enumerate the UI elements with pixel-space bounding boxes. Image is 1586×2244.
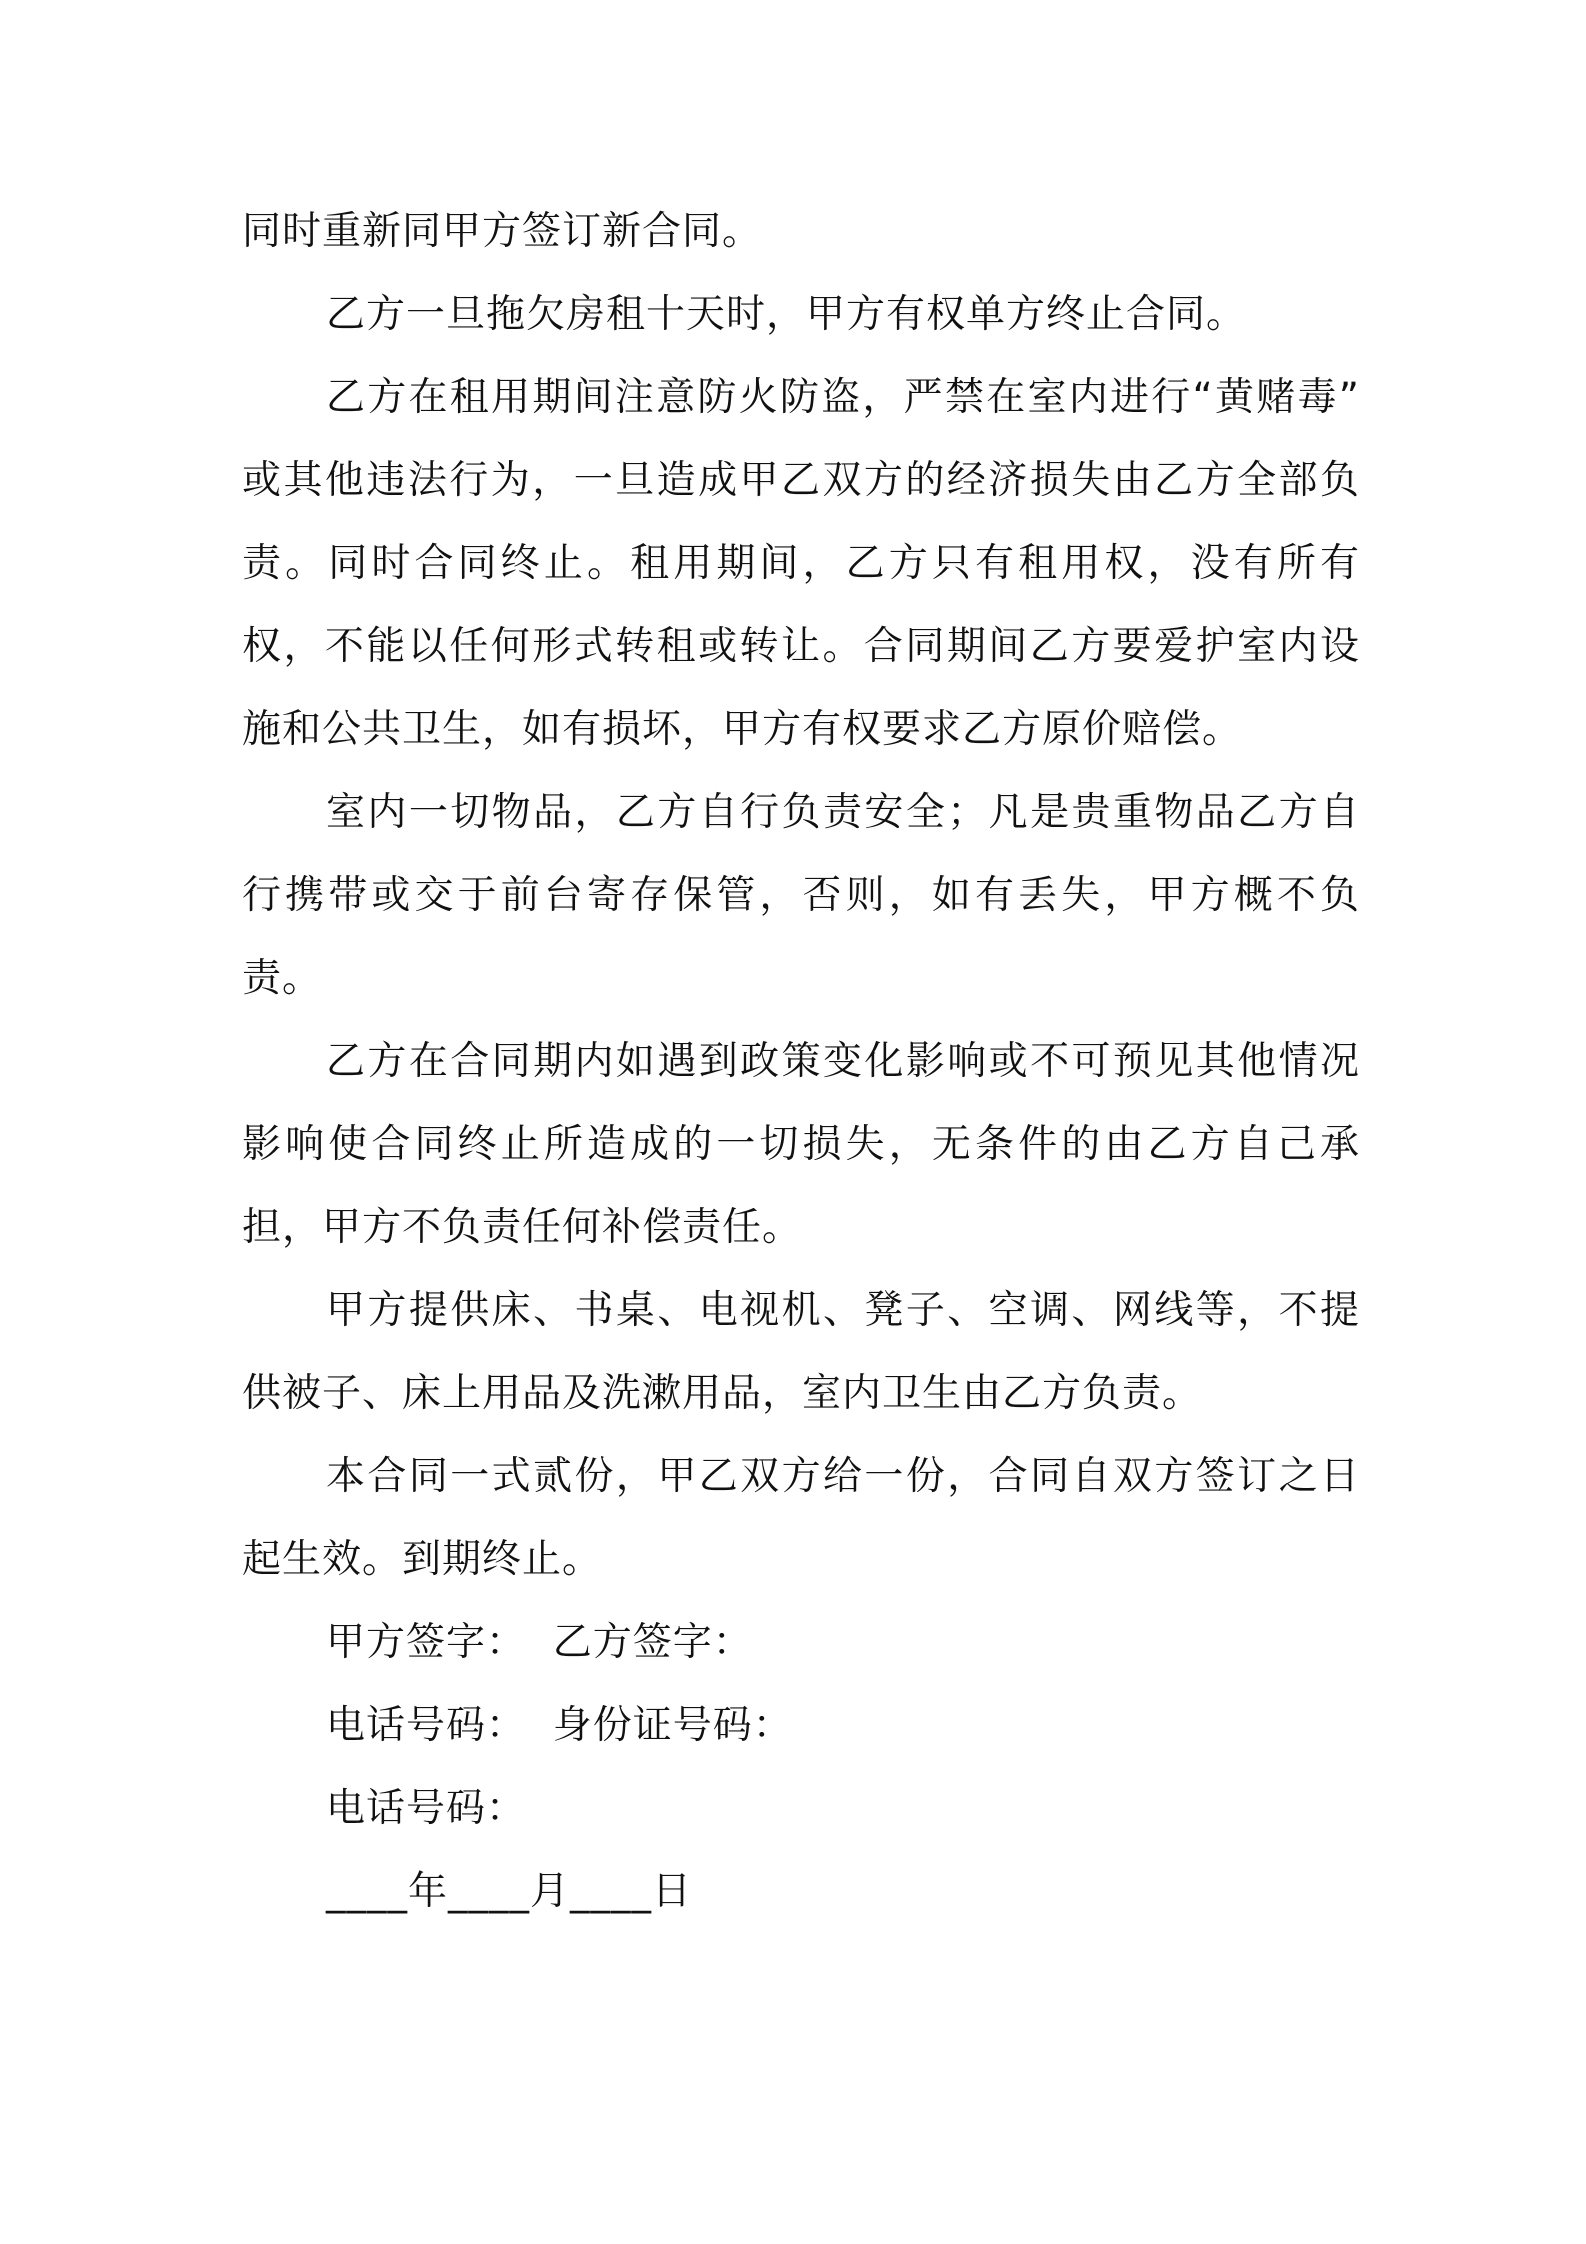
- signature-line-phone-id: 电话号码： 身份证号码：: [326, 1703, 793, 1748]
- signature-line-phone: 电话号码：: [326, 1786, 527, 1831]
- contract-body: [242, 190, 1360, 1933]
- signature-section: [242, 1601, 1360, 1933]
- paragraph-rent-arrears: 乙方一旦拖欠房租十天时，甲方有权单方终止合同。: [326, 292, 1247, 337]
- paragraph-furnishings: 甲方提供床、书桌、电视机、凳子、空调、网线等，不提供被子、床上用品及洗漱用品，室内卫生由乙方负责。: [242, 1288, 1360, 1416]
- paragraph-continuation: 同时重新同甲方签订新合同。: [242, 209, 763, 254]
- signature-date-line: ____年____月____日: [326, 1869, 693, 1914]
- paragraph-belongings: 室内一切物品，乙方自行负责安全；凡是贵重物品乙方自行携带或交于前台寄存保管，否则，如有丢失，甲方概不负责。: [242, 790, 1360, 1001]
- paragraph-policy-change: 乙方在合同期内如遇到政策变化影响或不可预见其他情况影响使合同终止所造成的一切损失，无条件的由乙方自己承担，甲方不负责任何补偿责任。: [242, 1039, 1360, 1250]
- paragraph-safety-rules: 乙方在租用期间注意防火防盗，严禁在室内进行“黄赌毒” 或其他违法行为，一旦造成甲乙双方的经济损失由乙方全部负责。同时合同终止。租用期间，乙方只有租用权，没有所有权，不能以任何形式转租或转让。合同期间乙方要爱护室内设施和公共卫生，如有损坏，甲方有权要求乙方原价赔偿。: [242, 375, 1360, 752]
- signature-line-parties: 甲方签字： 乙方签字：: [326, 1620, 753, 1665]
- paragraph-copies-effective: 本合同一式贰份，甲乙双方给一份，合同自双方签订之日起生效。到期终止。: [242, 1454, 1360, 1582]
